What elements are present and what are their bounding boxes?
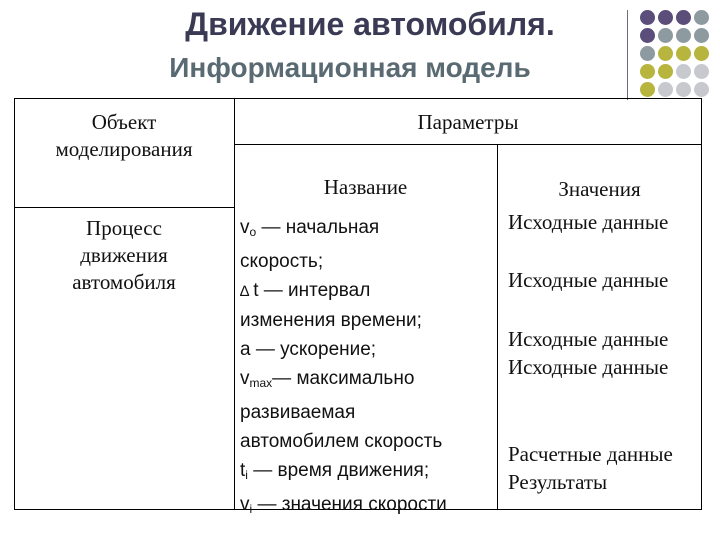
parameter-name-line	[240, 306, 494, 335]
decor-dot	[676, 64, 691, 79]
decor-dot	[694, 64, 709, 79]
parameter-value: Результаты	[508, 470, 608, 494]
parameter-symbol: v	[240, 217, 250, 238]
header-object: Объект моделирования	[55, 110, 193, 161]
parameter-value: Исходные данные	[508, 355, 669, 379]
parameter-text: автомобилем скорость	[240, 431, 443, 452]
decor-dot	[694, 82, 709, 97]
parameter-text: развиваемая	[240, 402, 356, 423]
decor-dot	[640, 28, 655, 43]
parameter-symbol: v	[240, 368, 250, 389]
parameter-text: t — интервал	[253, 280, 371, 301]
parameter-values-list	[508, 209, 698, 499]
decor-dot-grid	[640, 10, 720, 100]
header-parameters: Параметры	[417, 110, 519, 134]
table-border-left	[14, 98, 15, 510]
decor-dot	[676, 10, 691, 25]
parameter-name-line	[240, 427, 494, 456]
parameter-value: Расчетные данные	[508, 442, 673, 466]
slide-title: Движение автомобиля.	[185, 6, 555, 42]
decor-dot	[658, 10, 673, 25]
slide-subtitle: Информационная модель	[169, 52, 531, 83]
parameter-subscript: i	[249, 502, 253, 516]
decor-dot	[658, 64, 673, 79]
decor-dot	[640, 10, 655, 25]
decor-dot	[658, 46, 673, 61]
parameter-value: Исходные данные	[508, 210, 669, 234]
parameter-name-line	[240, 398, 494, 427]
decor-dot	[676, 28, 691, 43]
decor-dot	[694, 28, 709, 43]
parameter-symbol: v	[240, 494, 250, 515]
decor-dot	[694, 10, 709, 25]
parameter-text: a — ускорение;	[240, 339, 377, 360]
parameter-name-line	[240, 490, 494, 524]
decor-dot	[658, 28, 673, 43]
parameter-name-line	[240, 335, 494, 364]
parameter-name-line	[240, 213, 494, 247]
decor-dot	[676, 82, 691, 97]
decor-dot	[640, 64, 655, 79]
parameter-text: изменения времени;	[240, 310, 422, 331]
info-model-table	[14, 98, 702, 516]
table-header-divider	[14, 207, 234, 208]
table-params-divider	[234, 144, 702, 145]
header-values: Значения	[558, 177, 641, 201]
decor-dot	[658, 82, 673, 97]
decor-vertical-line	[627, 10, 628, 100]
parameter-symbol: t	[240, 460, 246, 481]
parameter-names-list	[240, 213, 494, 524]
parameter-name-line	[240, 247, 494, 276]
parameter-name-line	[240, 364, 494, 398]
parameter-text: — значения скорости	[252, 494, 447, 515]
decor-dot	[694, 46, 709, 61]
parameter-subscript: max	[249, 376, 273, 390]
table-col-divider-1	[234, 98, 235, 510]
parameter-subscript: i	[245, 468, 248, 482]
parameter-text: — начальная	[256, 217, 380, 238]
decor-dot	[676, 46, 691, 61]
row-object: Процесс движения автомобиля	[72, 216, 176, 294]
table-border-top	[14, 98, 702, 99]
header-name: Название	[323, 175, 408, 199]
parameter-subscript: o	[249, 225, 257, 239]
parameter-text: — время движения;	[247, 460, 430, 481]
parameter-name-line	[240, 276, 494, 306]
parameter-text: — максимально	[272, 368, 415, 389]
parameter-name-line	[240, 456, 494, 490]
table-border-right	[701, 98, 702, 510]
parameter-value: Исходные данные	[508, 327, 669, 351]
delta-symbol: ∆	[240, 283, 250, 300]
parameter-value: Исходные данные	[508, 268, 669, 292]
decor-dot	[640, 46, 655, 61]
decor-dot	[640, 82, 655, 97]
parameter-text: скорость;	[240, 251, 324, 272]
